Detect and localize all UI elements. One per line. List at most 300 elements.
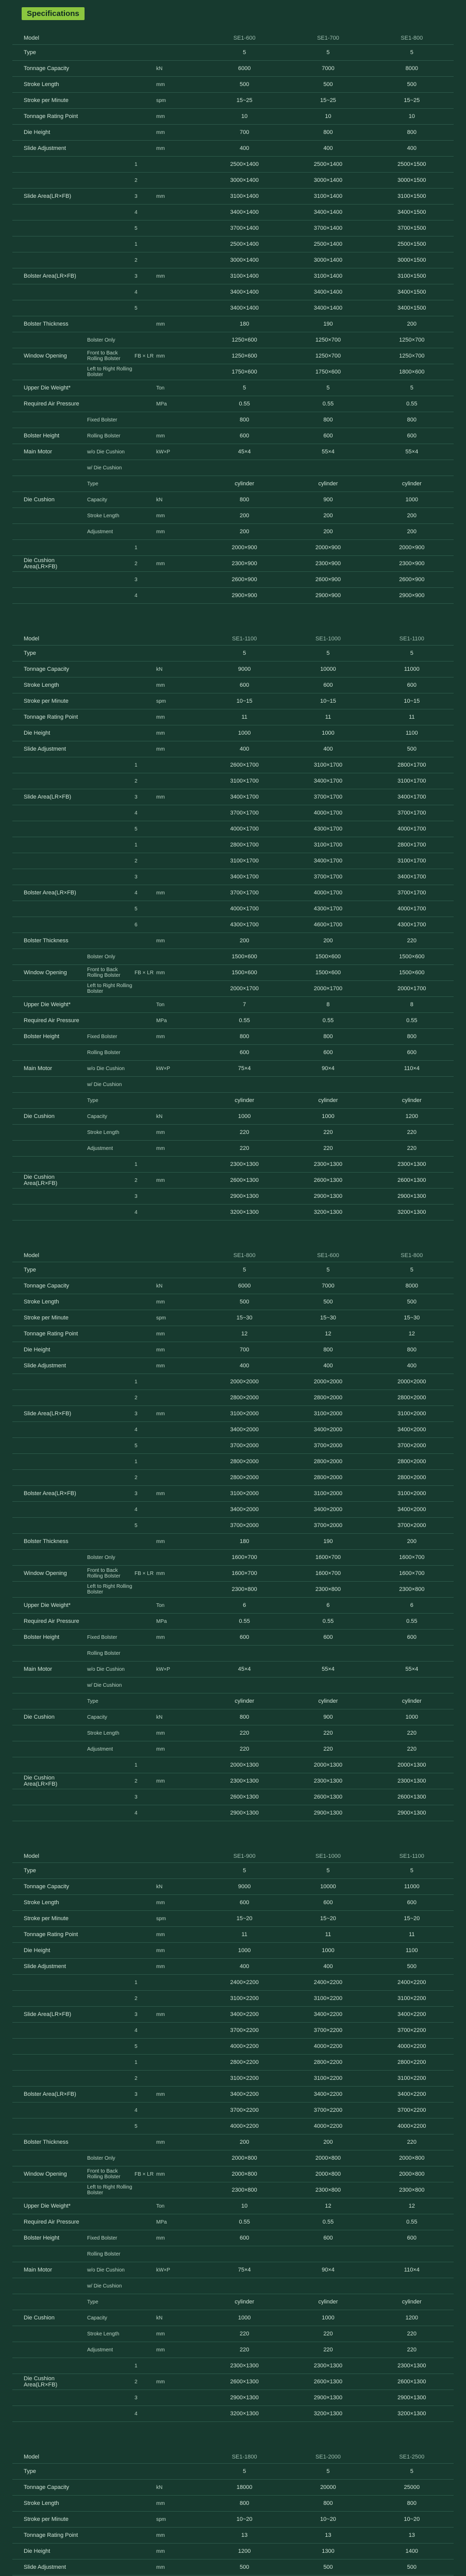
cell-value: 220	[239, 2331, 249, 2337]
row-label: Required Air Pressure	[24, 401, 79, 407]
cell-value: 3700×2200	[397, 2027, 426, 2033]
cell-value: 500	[407, 81, 417, 88]
cell-value: 1200	[405, 1113, 419, 1120]
row-sublabel: Stroke Length	[87, 1129, 120, 1136]
cell-value: 2800×2000	[313, 1459, 343, 1465]
table-row	[12, 1534, 454, 1550]
row-label: Bolster Area(LR×FB)	[24, 2091, 76, 2097]
row-index: 1	[135, 1459, 138, 1465]
model-name: SE1-800	[401, 1252, 423, 1259]
row-index: 2	[135, 257, 138, 263]
row-sublabel: Type	[87, 481, 98, 487]
cell-value: 220	[407, 2139, 417, 2145]
cell-value: 1400	[405, 2548, 419, 2554]
cell-value: 1000	[405, 497, 419, 503]
cell-value: 1750×600	[315, 369, 341, 375]
cell-value: 3400×2000	[397, 1427, 426, 1433]
row-label: Main Motor	[24, 449, 53, 455]
table-row	[12, 1093, 454, 1109]
cell-value: 2000×900	[399, 545, 425, 551]
row-label: Tonnage Rating Point	[24, 714, 78, 720]
cell-value: 200	[239, 529, 249, 535]
cell-value: 2800×2000	[230, 1475, 259, 1481]
cell-value: 2300×1300	[230, 1161, 259, 1167]
cell-value: 2800×2000	[397, 1459, 426, 1465]
table-row	[12, 2182, 454, 2198]
cell-value: 3200×1300	[397, 1209, 426, 1215]
table-row	[12, 1614, 454, 1630]
cell-value: 600	[407, 2235, 417, 2241]
row-index: 3	[135, 1411, 138, 1417]
cell-value: 2500×1400	[313, 241, 343, 247]
table-row	[12, 1374, 454, 1390]
table-row	[12, 2326, 454, 2342]
cell-value: 3400×1700	[397, 874, 426, 880]
cell-value: 4000×2200	[230, 2123, 259, 2129]
cell-value: 400	[323, 1363, 333, 1369]
cell-value: 10	[241, 2203, 248, 2209]
table-row	[12, 1406, 454, 1422]
cell-value: 400	[407, 1363, 417, 1369]
table-row	[12, 444, 454, 460]
row-index: 5	[135, 1443, 138, 1449]
cell-value: 3700×1700	[397, 810, 426, 816]
row-label: Bolster Thickness	[24, 1538, 69, 1545]
cell-value: 10	[325, 113, 331, 120]
row-sublabel: Left to Right Rolling Bolster	[87, 983, 132, 994]
table-row	[12, 2198, 454, 2214]
cell-value: 3700×1400	[313, 225, 343, 231]
cell-value: 800	[407, 129, 417, 135]
cell-value: 1000	[238, 730, 251, 736]
table-row	[12, 428, 454, 444]
row-unit: mm	[156, 2500, 165, 2506]
table-row	[12, 2390, 454, 2406]
cell-value: 4000×1700	[230, 826, 259, 832]
cell-value: 3400×2000	[313, 1427, 343, 1433]
row-index: 2	[135, 1995, 138, 2002]
table-row	[12, 1725, 454, 1741]
row-label: Bolster Area(LR×FB)	[24, 273, 76, 279]
row-sublabel: Bolster Only	[87, 337, 115, 343]
cell-value: 2000×800	[231, 2155, 257, 2161]
cell-value: 5	[326, 2468, 330, 2475]
cell-value: 0.55	[239, 1618, 250, 1624]
cell-value: 500	[407, 746, 417, 752]
row-unit: mm	[156, 1570, 165, 1577]
cell-value: 3100×1700	[230, 858, 259, 864]
cell-value: 2600×900	[315, 577, 341, 583]
row-sublabel: w/o Die Cushion	[87, 2267, 125, 2273]
cell-value: 0.55	[406, 401, 418, 407]
cell-value: 55×4	[405, 1666, 419, 1672]
row-label: Type	[24, 1267, 36, 1273]
row-sublabel: Adjustment	[87, 529, 113, 535]
cell-value: cylinder	[318, 481, 338, 487]
row-label: Required Air Pressure	[24, 2219, 79, 2225]
cell-value: 3400×2000	[397, 1506, 426, 1513]
row-label: Bolster Height	[24, 433, 60, 439]
cell-value: 1250×700	[315, 353, 341, 359]
cell-value: 2300×1300	[230, 1778, 259, 1784]
row-sublabel: Fixed Bolster	[87, 1033, 118, 1040]
row-label: Upper Die Weight*	[24, 1002, 71, 1008]
table-row	[12, 1326, 454, 1342]
row-index: 4	[135, 209, 138, 215]
cell-value: 220	[323, 1730, 333, 1736]
cell-value: 2900×900	[315, 592, 341, 599]
cell-value: 2600×900	[399, 577, 425, 583]
cell-value: 3400×1500	[397, 289, 426, 295]
row-unit: mm	[156, 1730, 165, 1736]
cell-value: 3700×1700	[313, 794, 343, 800]
cell-value: 200	[407, 529, 417, 535]
cell-value: 800	[323, 417, 333, 423]
cell-value: 11	[325, 714, 331, 720]
cell-value: 3100×2200	[230, 1995, 259, 2002]
row-label: Slide Area(LR×FB)	[24, 2011, 72, 2018]
table-row	[12, 173, 454, 189]
cell-value: 3000×1500	[397, 177, 426, 183]
table-row	[12, 1013, 454, 1029]
cell-value: 220	[239, 2347, 249, 2353]
cell-value: 1500×600	[399, 970, 425, 976]
table-row	[12, 2119, 454, 2134]
cell-value: 3200×1300	[313, 1209, 343, 1215]
row-index: 1	[135, 161, 138, 167]
table-row	[12, 476, 454, 492]
row-sublabel: Capacity	[87, 2315, 107, 2321]
cell-value: 190	[323, 1538, 333, 1545]
cell-value: 11	[241, 714, 247, 720]
cell-value: 1750×600	[231, 369, 257, 375]
cell-value: 3400×1500	[397, 209, 426, 215]
table-row	[12, 268, 454, 284]
cell-value: 2800×1700	[397, 762, 426, 768]
cell-value: 2000×1700	[397, 986, 426, 992]
cell-value: 3100×2000	[313, 1411, 343, 1417]
table-row	[12, 1125, 454, 1141]
row-index: 4	[135, 2411, 138, 2417]
model-name: SE1-800	[401, 35, 423, 41]
cell-value: 3400×1400	[230, 305, 259, 311]
row-sublabel: Left to Right Rolling Bolster	[87, 366, 132, 378]
cell-value: 2600×1300	[230, 2379, 259, 2385]
cell-value: 2800×2200	[397, 2059, 426, 2065]
table-row	[12, 348, 454, 364]
row-index: 2	[135, 561, 138, 567]
row-index: 1	[135, 241, 138, 247]
table-row	[12, 1757, 454, 1773]
cell-value: cylinder	[402, 1698, 422, 1704]
cell-value: 3400×2200	[313, 2091, 343, 2097]
table-row	[12, 1061, 454, 1077]
row-index: 4	[135, 2107, 138, 2113]
cell-value: 3100×1400	[313, 193, 343, 199]
row-index: 3	[135, 273, 138, 279]
table-row	[12, 524, 454, 540]
cell-value: 2500×1500	[397, 241, 426, 247]
row-label: Window Opening	[24, 970, 67, 976]
cell-value: 200	[239, 513, 249, 519]
cell-value: 2900×1300	[313, 1193, 343, 1199]
cell-value: 12	[408, 1331, 415, 1337]
cell-value: 1300	[322, 2548, 335, 2554]
cell-value: 11	[409, 1931, 415, 1938]
table-row	[12, 1789, 454, 1805]
cell-value: 11000	[404, 666, 420, 672]
row-label: Tonnage Rating Point	[24, 1931, 78, 1938]
cell-value: 1250×600	[231, 353, 257, 359]
model-name: SE1-1100	[399, 1853, 424, 1859]
cell-value: 600	[323, 1049, 333, 1056]
cell-value: 200	[323, 938, 333, 944]
row-label: Slide Adjustment	[24, 1363, 66, 1369]
row-unit: mm	[156, 714, 165, 720]
spec-table	[12, 632, 454, 1221]
row-label: Stroke Length	[24, 81, 59, 88]
cell-value: 12	[325, 1331, 331, 1337]
cell-value: 1200	[238, 2548, 251, 2554]
cell-value: 600	[407, 1900, 417, 1906]
row-unit: Ton	[156, 385, 165, 391]
cell-value: 2300×800	[315, 2187, 341, 2193]
row-label: Slide Area(LR×FB)	[24, 1411, 72, 1417]
table-row	[12, 1205, 454, 1221]
cell-value: 5	[243, 2468, 246, 2475]
cell-value: 2500×1400	[313, 161, 343, 167]
row-unit: kN	[156, 666, 163, 672]
model-name: SE1-600	[233, 35, 256, 41]
table-row	[12, 965, 454, 981]
cell-value: 10~20	[236, 2516, 253, 2522]
cell-value: 0.55	[322, 1618, 334, 1624]
row-index: 4	[135, 592, 138, 599]
row-label: Tonnage Capacity	[24, 1884, 70, 1890]
row-label: Upper Die Weight*	[24, 385, 71, 391]
table-row	[12, 572, 454, 588]
cell-value: 220	[323, 1129, 333, 1136]
cell-value: 1600×700	[399, 1570, 425, 1577]
cell-value: 10000	[320, 666, 336, 672]
row-index: 5	[135, 305, 138, 311]
cell-value: 3100×1400	[313, 273, 343, 279]
row-label: Bolster Height	[24, 1033, 60, 1040]
row-unit: MPa	[156, 2219, 167, 2225]
cell-value: 1500×600	[315, 970, 341, 976]
model-name: SE1-1000	[315, 635, 341, 642]
row-sublabel: w/ Die Cushion	[87, 2283, 122, 2289]
row-label: Die Height	[24, 730, 51, 736]
table-row	[12, 2071, 454, 2087]
row-sublabel: Capacity	[87, 497, 107, 503]
row-index: 1	[135, 762, 138, 768]
cell-value: 220	[407, 1746, 417, 1752]
table-row	[12, 300, 454, 316]
table-row	[12, 412, 454, 428]
cell-value: 2000×2000	[397, 1379, 426, 1385]
cell-value: 2800×2000	[230, 1395, 259, 1401]
cell-value: 4300×1700	[397, 922, 426, 928]
cell-value: 3000×1400	[230, 177, 259, 183]
cell-value: 2800×2000	[313, 1475, 343, 1481]
row-unit: mm	[156, 273, 165, 279]
cell-value: 4000×2200	[313, 2123, 343, 2129]
cell-value: 2900×900	[399, 592, 425, 599]
table-row	[12, 1805, 454, 1821]
row-sublabel: w/ Die Cushion	[87, 1682, 122, 1688]
row-index: 2	[135, 2379, 138, 2385]
cell-value: 800	[323, 1347, 333, 1353]
row-index: 1	[135, 1379, 138, 1385]
cell-value: 1800×600	[399, 369, 425, 375]
cell-value: 0.55	[239, 2219, 250, 2225]
cell-value: 3700×1700	[313, 874, 343, 880]
cell-value: 4300×1700	[313, 906, 343, 912]
cell-value: 900	[323, 497, 333, 503]
cell-value: 5	[410, 385, 413, 391]
row-label: Stroke per Minute	[24, 1315, 69, 1321]
cell-value: 2300×800	[399, 1586, 425, 1592]
cell-value: 220	[407, 938, 417, 944]
cell-value: 3700×2000	[230, 1443, 259, 1449]
cell-value: 600	[239, 2235, 249, 2241]
row-label: Slide Area(LR×FB)	[24, 193, 72, 199]
table-row	[12, 492, 454, 508]
cell-value: 1200	[405, 2315, 419, 2321]
cell-value: 2300×900	[399, 561, 425, 567]
cell-value: 2800×1700	[230, 842, 259, 848]
table-row	[12, 2496, 454, 2512]
table-row	[12, 885, 454, 901]
row-index: FB × LR	[135, 970, 154, 976]
cell-value: 3700×2200	[313, 2027, 343, 2033]
cell-value: 220	[239, 1730, 249, 1736]
row-label: Window Opening	[24, 353, 67, 359]
cell-value: 1000	[322, 730, 335, 736]
cell-value: 2800×2000	[230, 1459, 259, 1465]
table-row	[12, 1502, 454, 1518]
row-sublabel: w/ Die Cushion	[87, 465, 122, 471]
cell-value: 2300×1300	[397, 1778, 426, 1784]
row-unit: kW×P	[156, 1065, 170, 1072]
row-label: Slide Area(LR×FB)	[24, 794, 72, 800]
cell-value: 3200×1300	[230, 2411, 259, 2417]
cell-value: 3100×2200	[230, 2075, 259, 2081]
cell-value: 200	[407, 1538, 417, 1545]
table-row	[12, 1422, 454, 1438]
cell-value: 3400×1700	[230, 794, 259, 800]
table-row	[12, 1438, 454, 1454]
table-header-row	[12, 31, 454, 45]
row-index: 3	[135, 1794, 138, 1800]
row-index: 5	[135, 826, 138, 832]
cell-value: 11000	[404, 1884, 420, 1890]
row-unit: kW×P	[156, 2267, 170, 2273]
table-row	[12, 773, 454, 789]
table-row	[12, 677, 454, 693]
table-row	[12, 757, 454, 773]
row-sublabel: Front to Back Rolling Bolster	[87, 2168, 121, 2180]
row-unit: mm	[156, 1177, 165, 1183]
table-row	[12, 741, 454, 757]
cell-value: 1600×700	[315, 1570, 341, 1577]
row-label: Required Air Pressure	[24, 1018, 79, 1024]
cell-value: 15~25	[404, 97, 420, 104]
cell-value: 0.55	[322, 1018, 334, 1024]
row-label: Die Cushion Area(LR×FB)	[24, 1174, 58, 1187]
row-sublabel: Fixed Bolster	[87, 2235, 118, 2241]
row-index: 3	[135, 193, 138, 199]
row-index: FB × LR	[135, 1570, 154, 1577]
row-sublabel: Bolster Only	[87, 2155, 115, 2161]
cell-value: 1000	[322, 1113, 335, 1120]
cell-value: 3400×2200	[230, 2011, 259, 2018]
cell-value: 2300×800	[315, 1586, 341, 1592]
cell-value: 11	[409, 714, 415, 720]
cell-value: 6	[243, 1602, 246, 1608]
row-sublabel: w/o Die Cushion	[87, 1065, 125, 1072]
cell-value: 3400×2000	[230, 1506, 259, 1513]
cell-value: 3400×2000	[313, 1506, 343, 1513]
cell-value: 3700×1400	[230, 225, 259, 231]
cell-value: 2600×1700	[230, 762, 259, 768]
cell-value: 2600×1300	[313, 2379, 343, 2385]
table-row	[12, 949, 454, 965]
row-index: 2	[135, 1778, 138, 1784]
spec-table	[12, 31, 454, 604]
cell-value: 600	[239, 1900, 249, 1906]
row-label: Slide Adjustment	[24, 2564, 66, 2570]
cell-value: 4000×2200	[397, 2043, 426, 2049]
cell-value: 3400×1400	[230, 289, 259, 295]
cell-value: 3100×1400	[230, 193, 259, 199]
cell-value: 5	[326, 49, 330, 56]
cell-value: 3100×2200	[397, 1995, 426, 2002]
row-label: Tonnage Rating Point	[24, 113, 78, 120]
row-unit: mm	[156, 2347, 165, 2353]
table-row	[12, 2246, 454, 2262]
cell-value: cylinder	[235, 2299, 255, 2305]
cell-value: 1250×700	[315, 337, 341, 343]
cell-value: 3400×2200	[397, 2091, 426, 2097]
cell-value: 8	[326, 1002, 330, 1008]
row-index: 1	[135, 1762, 138, 1768]
cell-value: 13	[241, 2532, 248, 2538]
row-label: Die Height	[24, 129, 51, 135]
row-label: Stroke Length	[24, 2500, 59, 2506]
table-row	[12, 933, 454, 949]
model-name: SE1-1800	[231, 2453, 257, 2460]
row-unit: kN	[156, 1884, 163, 1890]
cell-value: 220	[239, 1145, 249, 1151]
model-name: SE1-1100	[399, 635, 424, 642]
row-index: 4	[135, 2027, 138, 2033]
cell-value: 4000×2200	[230, 2043, 259, 2049]
row-unit: mm	[156, 1129, 165, 1136]
cell-value: 15~30	[320, 1315, 336, 1321]
row-index: 1	[135, 1979, 138, 1986]
table-row	[12, 396, 454, 412]
row-unit: mm	[156, 1538, 165, 1545]
table-row	[12, 1879, 454, 1895]
cell-value: 8000	[405, 1283, 419, 1289]
table-row	[12, 725, 454, 741]
cell-value: 600	[407, 433, 417, 439]
row-label: Type	[24, 2468, 36, 2475]
row-sublabel: Left to Right Rolling Bolster	[87, 2184, 132, 2196]
row-label: Main Motor	[24, 1666, 53, 1672]
